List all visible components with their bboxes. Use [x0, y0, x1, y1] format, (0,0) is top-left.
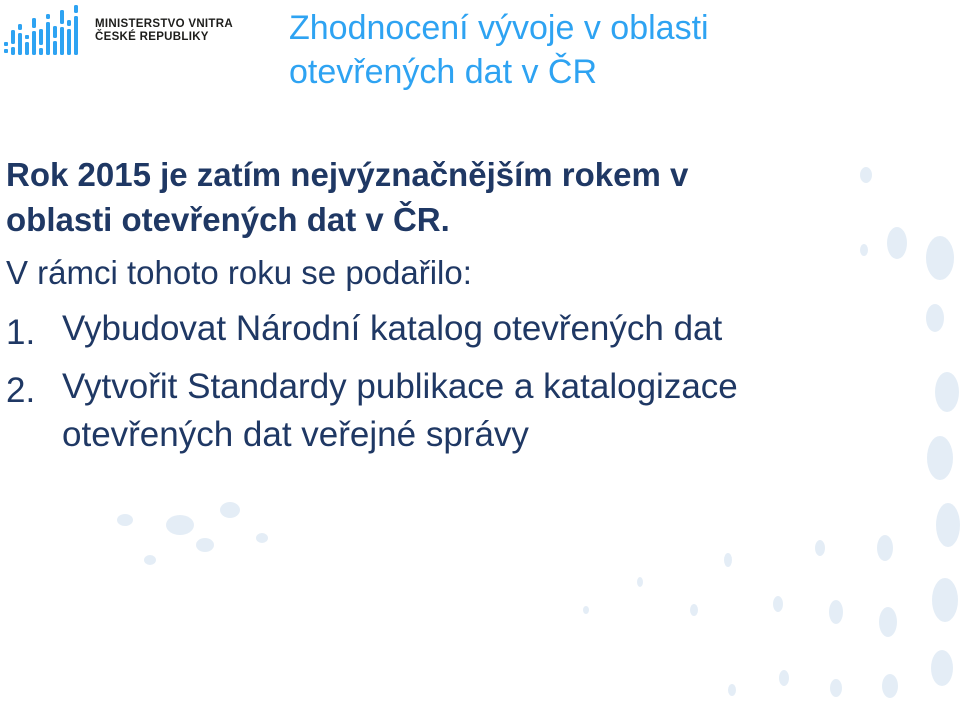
logo-line-1: MINISTERSTVO VNITRA: [95, 18, 233, 30]
ministry-logo-mark-icon: [2, 2, 92, 66]
intro-statement: [6, 152, 946, 242]
logo-line-2: ČESKÉ REPUBLIKY: [95, 31, 209, 43]
slide-title-line-2: otevřených dat v ČR: [289, 53, 598, 91]
list-item-text-line-1: Vytvořit Standardy publikace a katalogizace: [62, 367, 738, 406]
list-item-number: 1.: [6, 313, 36, 352]
slide-title-line-1: Zhodnocení vývoje v oblasti: [289, 9, 709, 47]
achievements-list: [6, 305, 946, 459]
intro-statement-line-1: Rok 2015 je zatím nejvýznačnějším rokem v: [6, 156, 689, 193]
list-item-text-line-2: otevřených dat veřejné správy: [62, 415, 529, 454]
intro-statement-line-2: oblasti otevřených dat v ČR.: [6, 201, 450, 238]
slide-title: [289, 6, 949, 94]
list-item: [6, 363, 946, 459]
ministry-logo-text: [95, 18, 233, 44]
slide-body: [6, 152, 946, 469]
ministry-logo: [2, 2, 252, 66]
achievements-lead: V rámci tohoto roku se podařilo:: [6, 254, 472, 291]
list-item: [6, 305, 946, 353]
list-item-text: Vybudovat Národní katalog otevřených dat: [62, 309, 723, 348]
list-item-number: 2.: [6, 371, 36, 410]
